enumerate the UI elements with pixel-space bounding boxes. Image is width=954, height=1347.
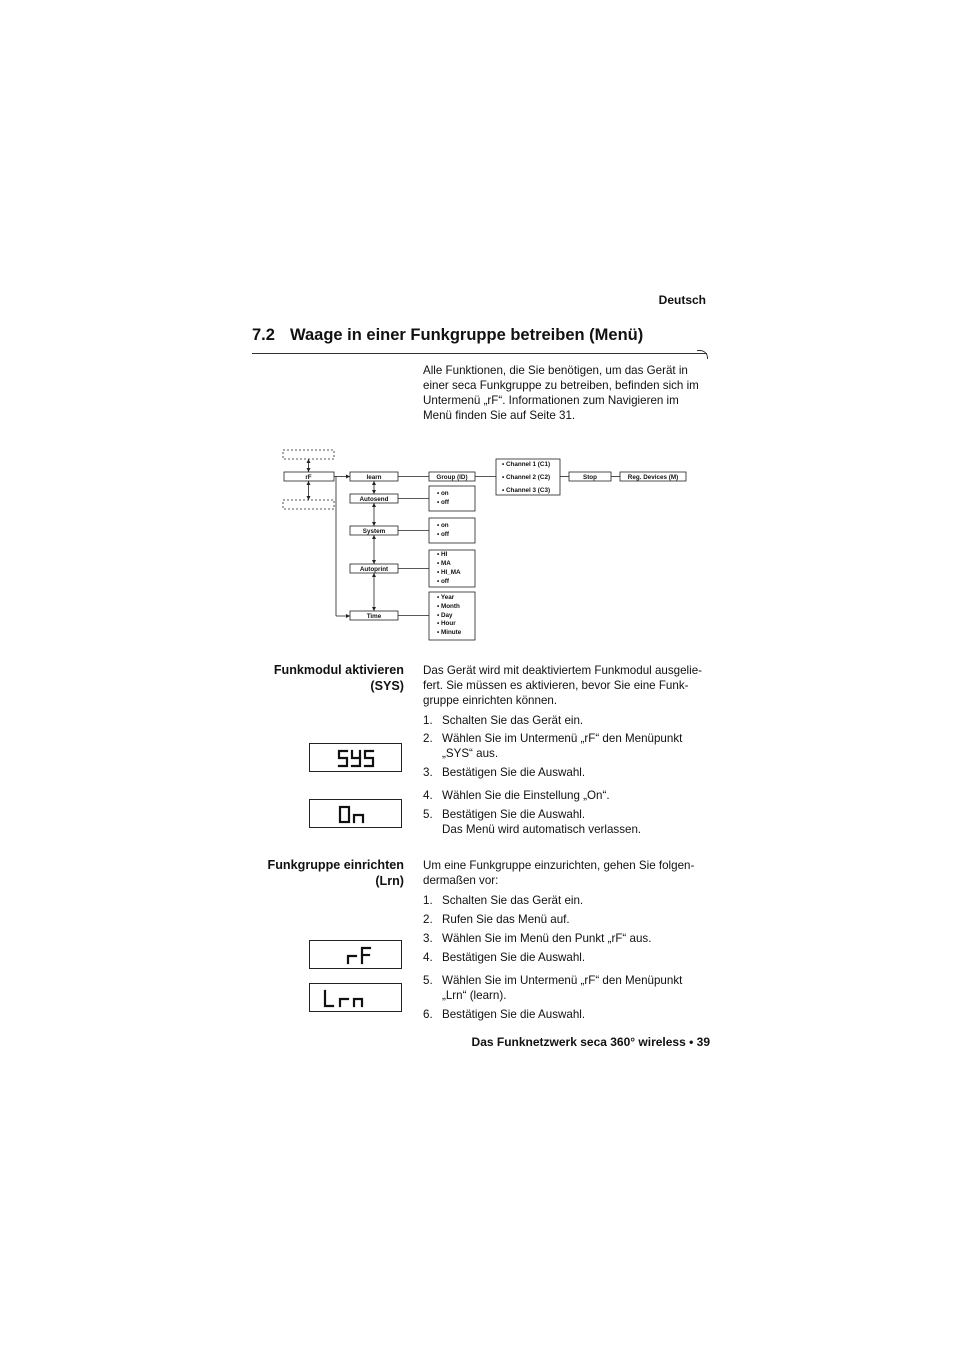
option-label: • on [437, 522, 449, 529]
section-title-text: Waage in einer Funkgruppe betreiben (Menü) [290, 326, 644, 344]
step-text: Bestätigen Sie die Auswahl. [442, 951, 586, 964]
section-title [252, 326, 643, 345]
autosend-label: Autosend [359, 496, 389, 503]
lcd-glyphs-on [310, 800, 403, 829]
step-number: 3. [423, 766, 433, 779]
step-number: 1. [423, 894, 433, 907]
lrn-paragraph [423, 858, 713, 888]
system-label: System [362, 528, 386, 535]
intro-paragraph [423, 363, 711, 423]
intro-line: Menü finden Sie auf Seite 31. [423, 409, 576, 422]
sys-para-line: fert. Sie müssen es aktivieren, bevor Sie eine Funk- [423, 679, 689, 692]
lrn-step [423, 912, 713, 927]
step-number: 4. [423, 951, 433, 964]
step-text: Bestätigen Sie die Auswahl. [442, 808, 586, 821]
step-text: Wählen Sie im Untermenü „rF“ den Menüpunkt [442, 732, 683, 745]
option-label: • HI [437, 551, 448, 558]
channel-label: • Channel 2 (C2) [502, 474, 551, 481]
dashed-box-top [283, 450, 334, 459]
lrn-step [423, 973, 713, 1003]
intro-line: Alle Funktionen, die Sie benötigen, um das Gerät in [423, 364, 688, 377]
sys-para-line: gruppe einrichten können. [423, 694, 558, 707]
step-text: Schalten Sie das Gerät ein. [442, 894, 584, 907]
option-label: • Hour [437, 620, 456, 627]
step-text-cont: „SYS“ aus. [442, 747, 499, 760]
step-text: Wählen Sie im Untermenü „rF“ den Menüpunkt [442, 974, 683, 987]
option-label: • MA [437, 560, 451, 567]
step-number: 5. [423, 974, 433, 987]
intro-line: Untermenü „rF“. Informationen zum Navigieren im [423, 394, 679, 407]
reg-devices-label: Reg. Devices (M) [627, 474, 679, 481]
dashed-box-bottom [283, 500, 334, 509]
step-number: 2. [423, 732, 433, 745]
lrn-heading-line: (Lrn) [375, 873, 404, 888]
stop-label: Stop [583, 474, 597, 481]
channel-label: • Channel 3 (C3) [502, 487, 551, 494]
time-label: Time [366, 613, 382, 620]
autosend-options-box [429, 486, 475, 511]
step-text: Bestätigen Sie die Auswahl. [442, 766, 586, 779]
lrn-para-line: dermaßen vor: [423, 874, 499, 887]
lrn-step [423, 931, 713, 946]
sys-step [423, 788, 713, 803]
option-label: • off [437, 578, 449, 585]
lrn-para-line: Um eine Funkgruppe einzurichten, gehen Sie folgen- [423, 859, 695, 872]
lcd-display-sys [309, 743, 402, 772]
step-text-cont: „Lrn“ (learn). [442, 989, 507, 1002]
channel-label: • Channel 1 (C1) [502, 461, 551, 468]
step-text: Wählen Sie im Menü den Punkt „rF“ aus. [442, 932, 652, 945]
step-text: Schalten Sie das Gerät ein. [442, 714, 584, 727]
lrn-step [423, 893, 713, 908]
lcd-glyphs-lrn [310, 984, 403, 1013]
menu-diagram [280, 446, 700, 646]
page-footer: Das Funknetzwerk seca 360° wireless • 39 [471, 1035, 710, 1049]
lcd-glyphs-rf [310, 941, 403, 970]
step-number: 2. [423, 913, 433, 926]
lcd-display-rf [309, 940, 402, 969]
option-label: • Month [437, 603, 460, 610]
sys-step [423, 731, 713, 761]
sys-step [423, 807, 713, 837]
option-label: • Day [437, 612, 453, 619]
step-text-cont: Das Menü wird automatisch verlassen. [442, 823, 642, 836]
option-label: • off [437, 499, 449, 506]
intro-line: einer seca Funkgruppe zu betreiben, befinden sich im [423, 379, 699, 392]
sys-heading [240, 663, 404, 694]
rf-label: rF [305, 474, 312, 481]
learn-label: learn [366, 474, 382, 481]
autoprint-label: Autoprint [359, 566, 389, 573]
sys-para-line: Das Gerät wird mit deaktiviertem Funkmodul ausgelie- [423, 664, 702, 677]
option-label: • Year [437, 594, 455, 601]
option-label: • HI_MA [437, 569, 461, 576]
lcd-display-on [309, 799, 402, 828]
title-rule [252, 353, 707, 354]
sys-heading-line: (SYS) [370, 678, 404, 693]
step-number: 5. [423, 808, 433, 821]
group-label: Group (ID) [436, 474, 468, 481]
lrn-step [423, 1007, 713, 1022]
lcd-display-lrn [309, 983, 402, 1012]
lrn-step [423, 950, 713, 965]
option-label: • on [437, 490, 449, 497]
section-number: 7.2 [252, 326, 275, 344]
sys-step [423, 765, 713, 780]
step-number: 3. [423, 932, 433, 945]
step-text: Bestätigen Sie die Auswahl. [442, 1008, 586, 1021]
option-label: • off [437, 531, 449, 538]
lcd-glyphs-sys [310, 744, 403, 773]
step-number: 1. [423, 714, 433, 727]
step-text: Wählen Sie die Einstellung „On“. [442, 789, 610, 802]
title-rule-corner [697, 350, 708, 359]
option-label: • Minute [437, 629, 462, 636]
sys-heading-line: Funkmodul aktivieren [273, 663, 404, 677]
lrn-heading-line: Funkgruppe einrichten [267, 858, 404, 872]
step-number: 4. [423, 789, 433, 802]
lrn-heading [240, 858, 404, 889]
step-text: Rufen Sie das Menü auf. [442, 913, 570, 926]
system-options-box [429, 518, 475, 543]
language-label: Deutsch [658, 293, 706, 307]
sys-step [423, 713, 713, 728]
step-number: 6. [423, 1008, 433, 1021]
sys-paragraph [423, 663, 713, 708]
